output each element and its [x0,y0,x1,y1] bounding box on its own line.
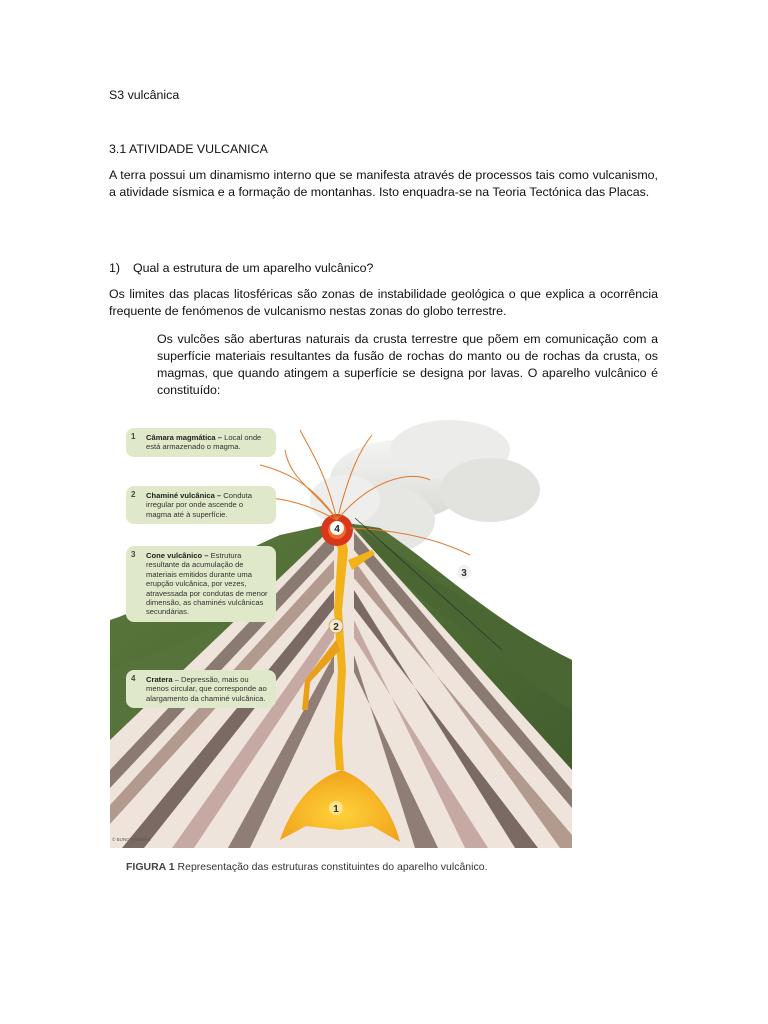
marker-4-label: 4 [334,524,340,535]
figure-copyright: © BUNO FARINHA [112,837,151,842]
marker-3 [457,565,471,579]
callout-title: Chaminé vulcânica – [146,491,222,500]
marker-1-label: 1 [333,804,339,815]
callout-title: Câmara magmática – [146,433,222,442]
intro-paragraph: A terra possui um dinamismo interno que se manifesta através de processos tais como vulcanismo, a atividade sísmica e a formação de montanhas. Isto enquadra-se na Teoria Tectónica das Placas. [109,168,658,199]
question-heading [109,260,373,277]
callout-title: Cone vulcânico – [146,551,209,560]
marker-2-label: 2 [333,622,339,633]
volcano-paragraph: Os vulcões são aberturas naturais da crusta terrestre que põem em comunicação com a superfície materiais resultantes da fusão de rochas do manto ou de rochas da crusta, os magmas, que quando atingem a superfície se designa por lavas. O aparelho vulcânico é constituído: [157,332,658,397]
figure-caption [126,861,487,873]
section-heading: S3 vulcânica [109,88,180,102]
question-number: 1) [109,261,121,275]
question-text: Qual a estrutura de um aparelho vulcânico? [133,261,374,275]
callout-crater [126,670,276,708]
marker-3-label: 3 [461,568,467,579]
marker-2 [329,619,343,633]
callout-title: Cratera [146,675,173,684]
marker-1 [329,801,343,815]
limits-paragraph: Os limites das placas litosféricas são zonas de instabilidade geológica o que explica a ocorrência frequente de fenómenos de vulcanismo nestas zonas do globo terrestre. [109,287,658,318]
callout-volcanic-chimney [126,486,276,524]
caption-text: Representação das estruturas constituintes do aparelho vulcânico. [177,861,488,873]
subheading: 3.1 ATIVIDADE VULCANICA [109,142,268,156]
callout-number: 2 [131,490,136,499]
volcano-figure [110,410,572,848]
callout-volcanic-cone [126,546,276,622]
callout-number: 4 [131,674,136,683]
callout-body: Conduta irregular por onde ascende o magma até à superfície. [146,491,252,519]
callout-number: 1 [131,432,136,441]
callout-magma-chamber [126,428,276,457]
callout-body: Local onde está armazenado o magma. [146,433,262,452]
marker-4 [330,521,344,535]
volcano-illustration [110,410,572,848]
caption-label: FIGURA 1 [126,861,175,873]
callout-body: Estrutura resultante da acumulação de materiais emitidos durante uma erupção vulcânica, por vezes, atravessada por condutas de menor dimensão, as chaminés vulcânicas secundárias. [146,551,268,617]
callout-body: – Depressão, mais ou menos circular, que corresponde ao alargamento da chaminé vulcânica. [146,675,267,703]
callout-number: 3 [131,550,136,559]
